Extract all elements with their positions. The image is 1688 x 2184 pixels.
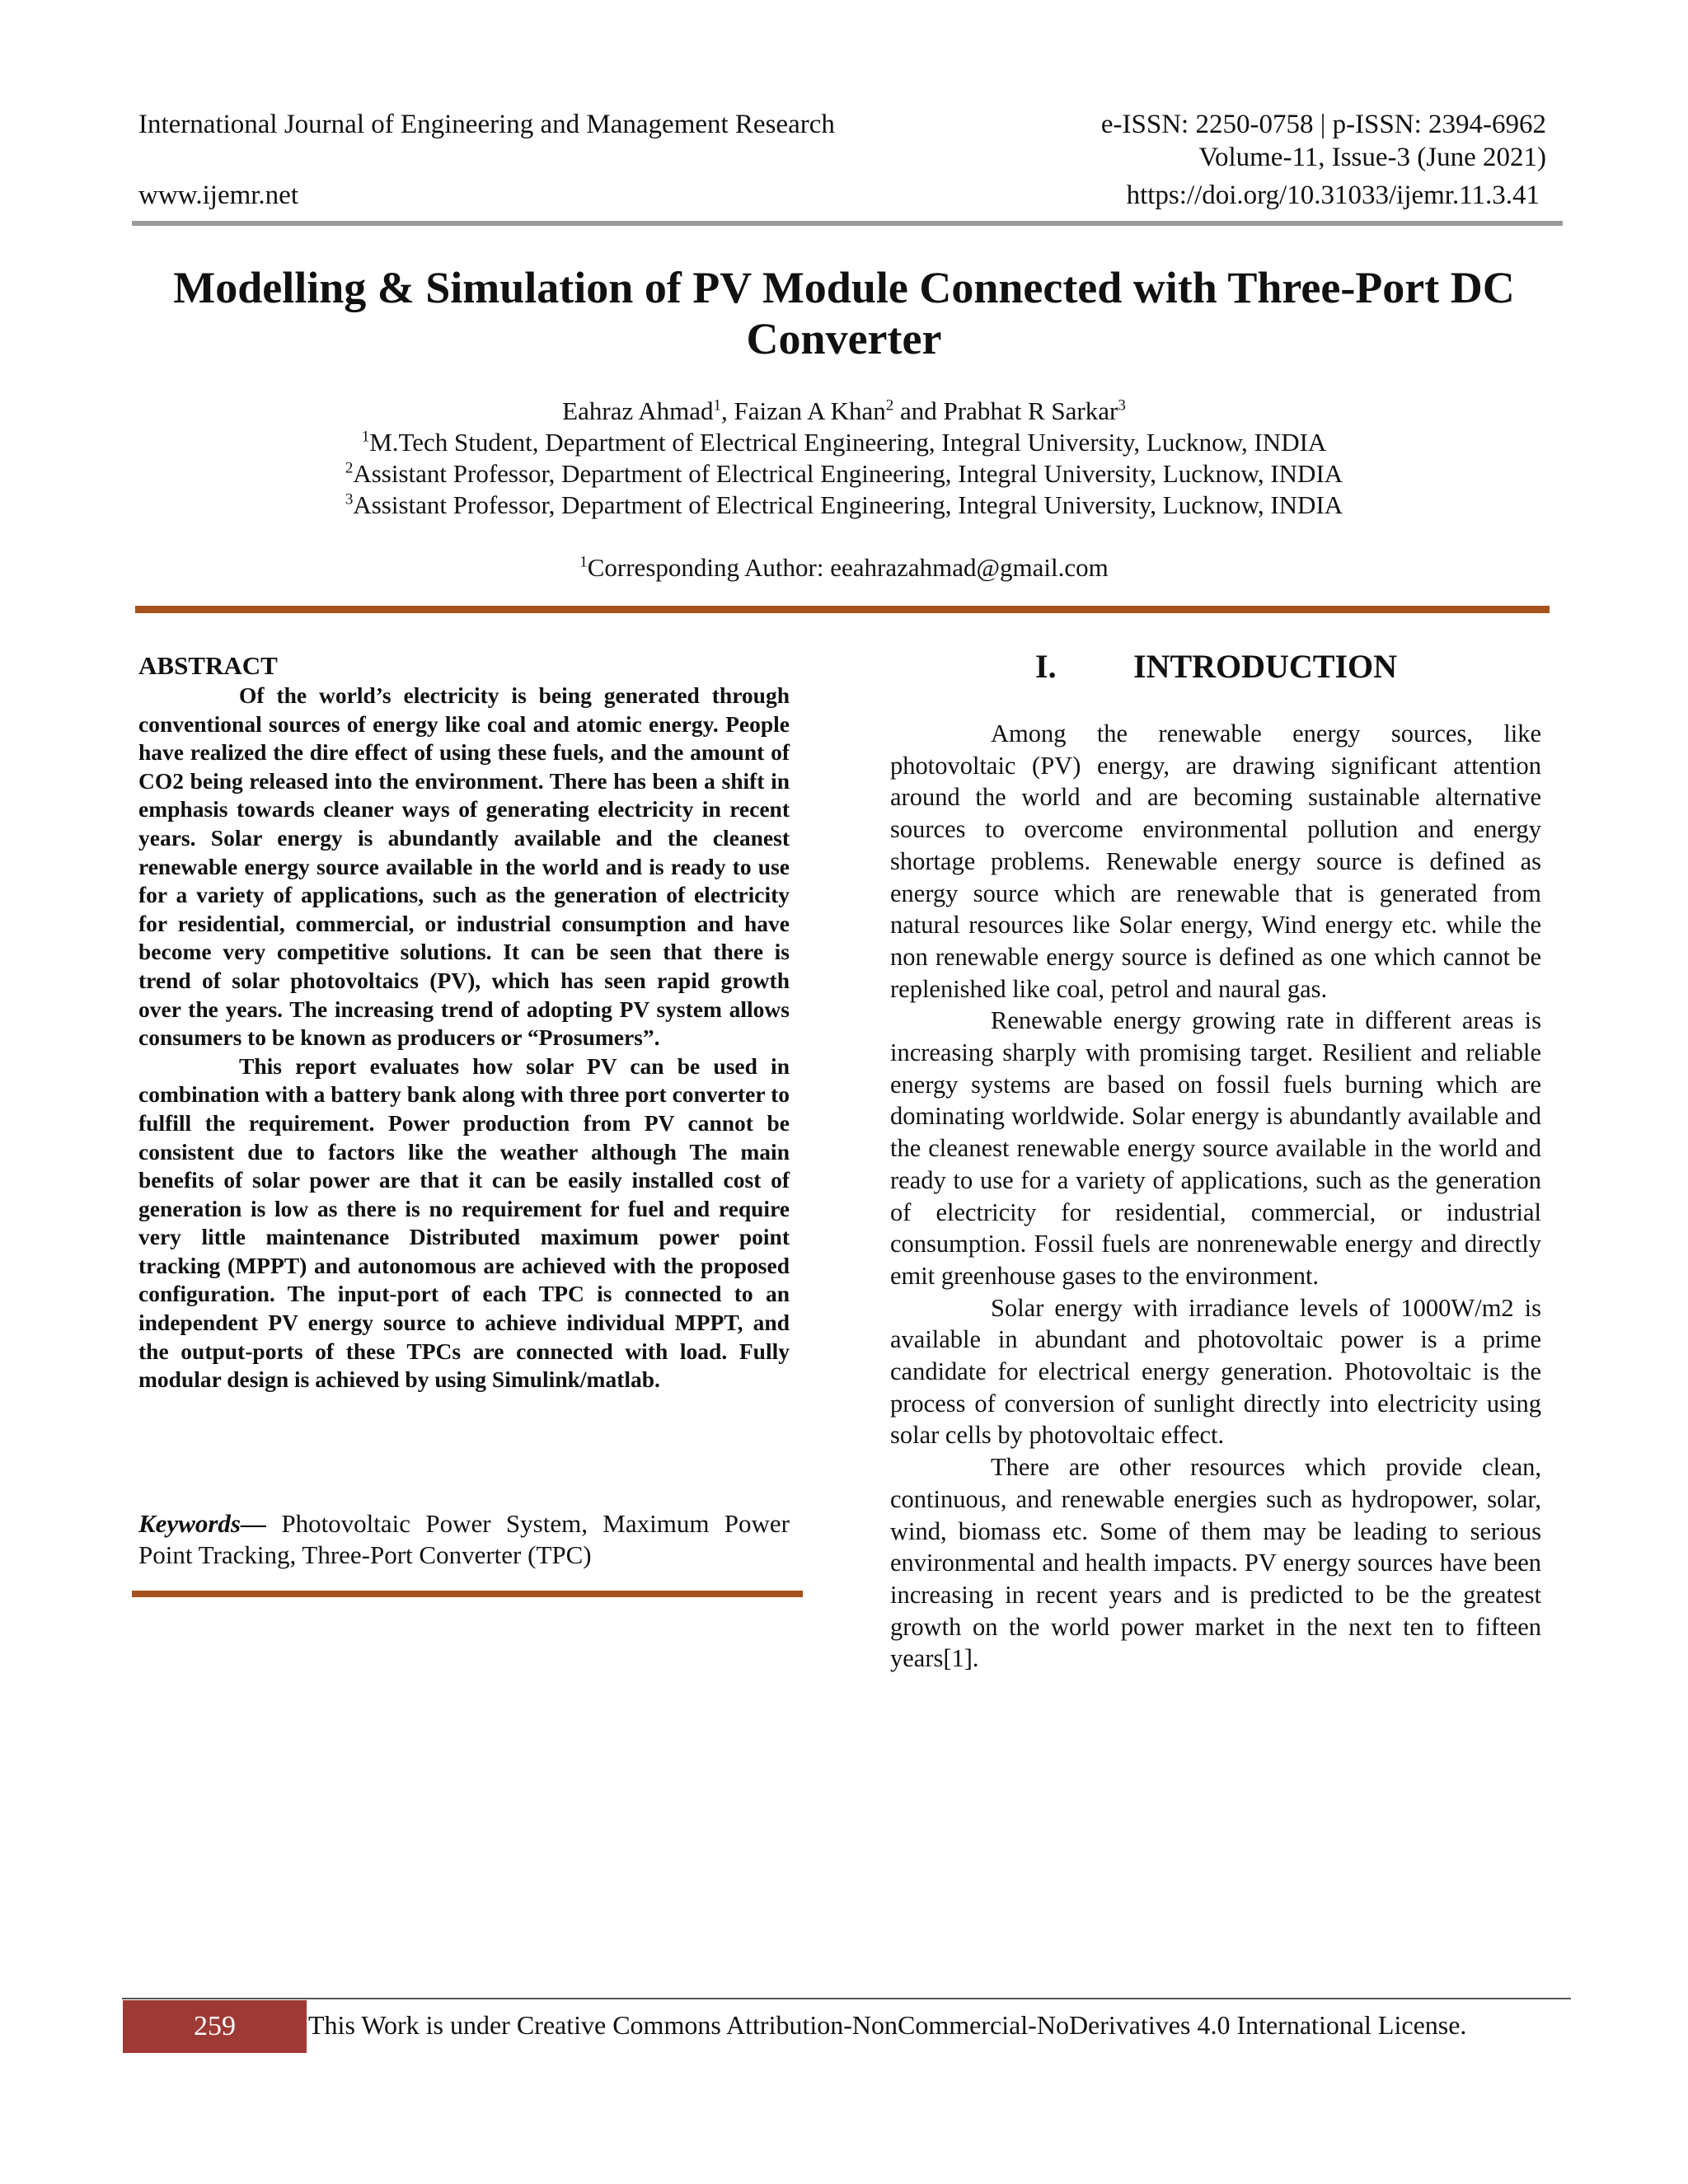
section-heading: INTRODUCTION <box>1133 648 1398 685</box>
affiliation-mark: 1 <box>361 428 370 446</box>
author-line <box>140 396 1548 427</box>
introduction-body <box>890 718 1541 1675</box>
abstract-divider <box>132 1591 803 1597</box>
keywords-label: Keywords— <box>138 1509 266 1538</box>
affiliation-mark: 3 <box>345 490 354 509</box>
corresponding-author <box>140 552 1548 583</box>
affiliation-text: Assistant Professor, Department of Electrical Engineering, Integral University, Lucknow, INDIA <box>353 459 1343 488</box>
affiliation-text: Assistant Professor, Department of Electrical Engineering, Integral University, Lucknow, INDIA <box>353 490 1343 519</box>
intro-paragraph: Renewable energy growing rate in different areas is increasing sharply with promising target. Resilient and reliable energy systems are based on fossil fuels burning which are dominating worldwide. Solar energy is abundantly available and the cleanest renewable energy source available in the world and ready to use for a variety of applications, such as the generation of electricity for residential, commercial, or industrial consumption. Fossil fuels are nonrenewable energy and directly emit greenhouse gases to the environment. <box>890 1006 1541 1290</box>
abstract-paragraph: This report evaluates how solar PV can be used in combination with a battery bank along with three port converter to fulfill the requirement. Power production from PV cannot be consistent due to factors like the weather although The main benefits of solar power are that it can be easily installed cost of generation is low as there is no requirement for fuel and require very little maintenance Distributed maximum power point tracking (MPPT) and autonomous are achieved with the proposed configuration. The input-port of each TPC is connected to an independent PV energy source to achieve individual MPPT, and the output-ports of these TPCs are connected with load. Fully modular design is achieved by using Simulink/matlab. <box>138 1052 790 1393</box>
abstract-heading: ABSTRACT <box>138 651 278 680</box>
paper-title <box>140 262 1548 364</box>
issn-line: e-ISSN: 2250-0758 | p-ISSN: 2394-6962 <box>1100 110 1546 139</box>
section-number: I. <box>1035 648 1057 685</box>
affiliation-1 <box>140 427 1548 458</box>
author-mark: 1 <box>713 396 722 415</box>
corresponding-text[interactable]: Corresponding Author: eeahrazahmad@gmail.com <box>587 553 1109 582</box>
author-name: Eahraz Ahmad <box>562 396 714 425</box>
keywords-text: Photovoltaic Power System, Maximum Power Point Tracking, Three-Port Converter (TPC) <box>138 1509 790 1569</box>
author-separator: and <box>893 396 944 425</box>
keywords <box>138 1508 790 1571</box>
title-line-2: Converter <box>746 314 942 363</box>
page-number: 259 <box>123 2000 307 2053</box>
title-divider <box>135 606 1550 613</box>
license-notice: This Work is under Creative Commons Attribution-NonCommercial-NoDerivatives 4.0 International License. <box>308 2010 1467 2040</box>
author-mark: 3 <box>1118 396 1126 415</box>
title-line-1: Modelling & Simulation of PV Module Connected with Three-Port DC <box>173 263 1515 312</box>
affiliation-2 <box>140 458 1548 490</box>
intro-paragraph: There are other resources which provide clean, continuous, and renewable energies such as hydropower, solar, wind, biomass etc. Some of them may be leading to serious environmental and health impacts. PV energy sources have been increasing in recent years and is predicted to be the greatest growth on the world power market in the next ten to fifteen years[1]. <box>890 1453 1541 1673</box>
footer-rule <box>122 1998 1571 1999</box>
corresponding-mark: 1 <box>579 553 588 571</box>
doi-link[interactable]: https://doi.org/10.31033/ijemr.11.3.41 <box>1126 180 1540 210</box>
author-name: Prabhat R Sarkar <box>943 396 1118 425</box>
affiliation-mark: 2 <box>345 459 354 477</box>
journal-name: International Journal of Engineering and Management Research <box>138 110 835 139</box>
affiliation-text: M.Tech Student, Department of Electrical Engineering, Integral University, Lucknow, INDIA <box>369 428 1327 457</box>
journal-website-link[interactable]: www.ijemr.net <box>138 180 298 210</box>
abstract-body <box>138 682 790 1394</box>
header-rule <box>132 221 1563 226</box>
affiliation-3 <box>140 490 1548 521</box>
author-mark: 2 <box>885 396 894 415</box>
volume-issue: Volume-11, Issue-3 (June 2021) <box>1198 143 1546 172</box>
author-name: Faizan A Khan <box>734 396 886 425</box>
abstract-paragraph: Of the world’s electricity is being generated through conventional sources of energy like coal and atomic energy. People have realized the dire effect of using these fuels, and the amount of CO2 being released into the environment. There has been a shift in emphasis towards cleaner ways of generating electricity in recent years. Solar energy is abundantly available and the cleanest renewable energy source available in the world and is ready to use for a variety of applications, such as the generation of electricity for residential, commercial, or industrial consumption and have become very competitive solutions. It can be seen that there is trend of solar photovoltaics (PV), which has seen rapid growth over the years. The increasing trend of adopting PV system allows consumers to be known as producers or “Prosumers”. <box>138 682 790 1051</box>
author-separator: , <box>721 396 734 425</box>
intro-paragraph: Among the renewable energy sources, like photovoltaic (PV) energy, are drawing significant attention around the world and are becoming sustainable alternative sources to overcome environmental pollution and energy shortage problems. Renewable energy source is defined as energy source which are renewable that is generated from natural resources like Solar energy, Wind energy etc. while the non renewable energy source is defined as one which cannot be replenished like coal, petrol and naural gas. <box>890 719 1541 1003</box>
intro-paragraph: Solar energy with irradiance levels of 1000W/m2 is available in abundant and photovoltaic power is a prime candidate for electrical energy generation. Photovoltaic is the process of conversion of sunlight directly into electricity using solar cells by photovoltaic effect. <box>890 1293 1541 1450</box>
